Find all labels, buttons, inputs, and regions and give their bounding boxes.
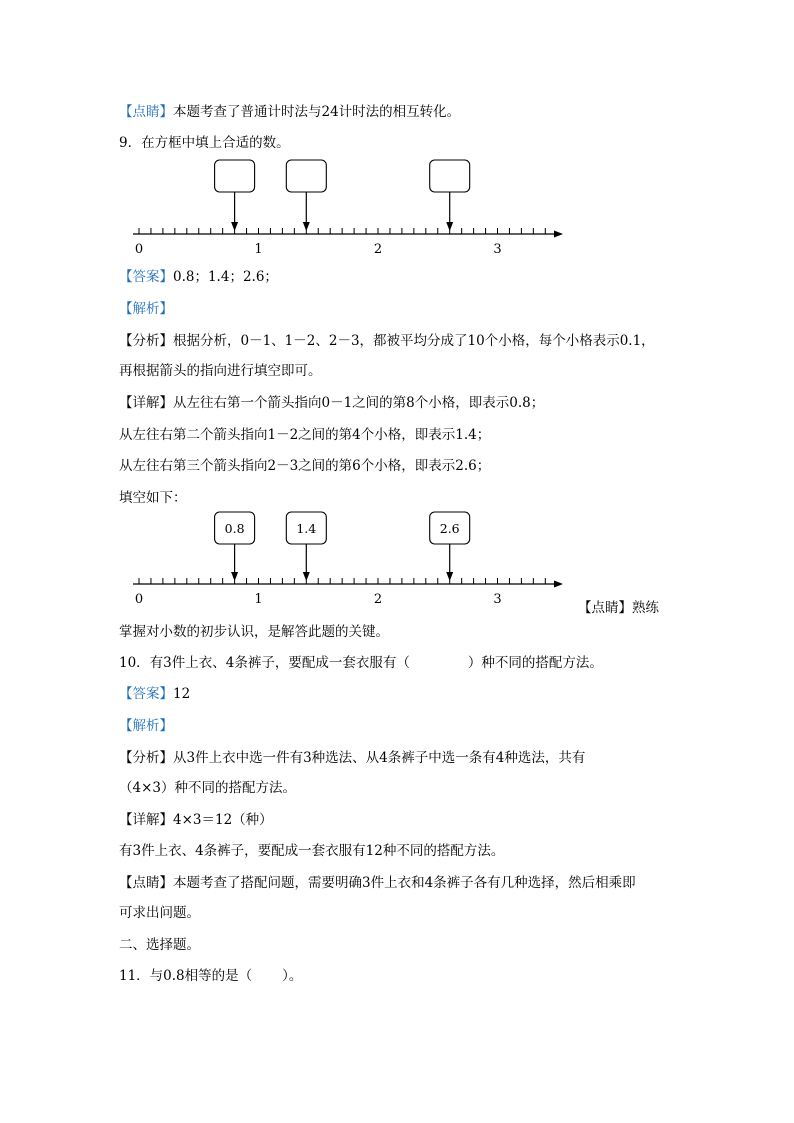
q9-question: 9．在方框中填上合适的数。	[119, 135, 290, 151]
q10-fenxi-2: （4×3）种不同的搭配方法。	[119, 780, 296, 796]
q9-dianjing-2: 掌握对小数的初步认识，是解答此题的关键。	[119, 624, 389, 640]
xiangjie-tag: 【详解】	[119, 395, 173, 411]
q10-dianjing-1	[119, 873, 636, 893]
jiexi-tag: 【解析】	[119, 301, 173, 317]
axis-arrowhead	[554, 581, 563, 588]
q10-text-b: ）种不同的搭配方法。	[467, 655, 603, 671]
answer-box-value: 0.8	[224, 521, 245, 536]
q10-question	[119, 653, 603, 673]
q11-text-b: ）。	[282, 968, 303, 984]
fenxi-text-1: 根据分析，0－1、1－2、2－3，都被平均分成了10个小格，每个小格表示0.1，	[173, 333, 655, 349]
q10-xiangjie-2: 有3件上衣、4条裤子，要配成一套衣服有12种不同的搭配方法。	[119, 843, 505, 859]
answer-tag: 【答案】	[119, 686, 173, 702]
dianjing-text-1: 本题考查了搭配问题，需要明确3件上衣和4条裤子各有几种选择，然后相乘即	[173, 875, 636, 891]
tick-label: 2	[373, 592, 383, 607]
tick-label: 0	[134, 242, 144, 257]
jiexi-tag: 【解析】	[119, 718, 173, 734]
tick-label: 3	[493, 242, 502, 257]
dianjing-text: 本题考查了普通计时法与24计时法的相互转化。	[173, 104, 461, 120]
q11-text-a: 11．与0.8相等的是（	[119, 968, 253, 984]
q10-dianjing-2: 可求出问题。	[119, 905, 200, 921]
dianjing-text-1: 熟练	[632, 600, 659, 616]
section-2-title: 二、选择题。	[119, 937, 200, 953]
tick-label: 1	[254, 592, 263, 607]
answer-box-value: 1.4	[296, 521, 317, 536]
q9-xiangjie-3: 从左往右第三个箭头指向2－3之间的第6个小格，即表示2.6；	[119, 458, 491, 474]
pointer-arrowhead	[303, 572, 310, 581]
tick-label: 2	[373, 242, 383, 257]
tick-label: 3	[493, 592, 502, 607]
xiangjie-text-1: 4×3＝12（种）	[173, 812, 273, 828]
answer-tag: 【答案】	[119, 269, 173, 285]
tick-label: 0	[134, 592, 144, 607]
q10-answer-line	[119, 684, 190, 704]
q9-xiangjie-2: 从左往右第二个箭头指向1－2之间的第4个小格，即表示1.4；	[119, 427, 491, 443]
q10-xiangjie-1	[119, 810, 273, 830]
fenxi-tag: 【分析】	[119, 333, 173, 349]
xiangjie-tag: 【详解】	[119, 812, 173, 828]
tick-label: 1	[254, 242, 263, 257]
q9-dianjing-inline	[578, 598, 659, 618]
fenxi-text-1: 从3件上衣中选一件有3种选法、从4条裤子中选一条有4种选法，共有	[173, 750, 586, 766]
answer-text: 0.8；1.4；2.6；	[173, 269, 278, 285]
q10-fenxi-1	[119, 748, 585, 768]
dianjing-tag: 【点睛】	[119, 875, 173, 891]
q10-jiexi	[119, 716, 173, 736]
xiangjie-text-1: 从左往右第一个箭头指向0－1之间的第8个小格，即表示0.8；	[173, 395, 545, 411]
pointer-arrowhead	[446, 572, 453, 581]
answer-box-value: 2.6	[439, 521, 460, 536]
q10-text-a: 10．有3件上衣、4条裤子，要配成一套衣服有（	[119, 655, 410, 671]
dianjing-tag: 【点睛】	[578, 600, 632, 616]
fenxi-tag: 【分析】	[119, 750, 173, 766]
q9-fenxi-2: 再根据箭头的指向进行填空即可。	[119, 363, 322, 379]
dianjing-tag: 【点睛】	[119, 104, 173, 120]
answer-text: 12	[173, 686, 191, 702]
pointer-arrowhead	[231, 572, 238, 581]
q11-question	[119, 966, 302, 986]
q9-fill-label: 填空如下：	[119, 490, 187, 506]
